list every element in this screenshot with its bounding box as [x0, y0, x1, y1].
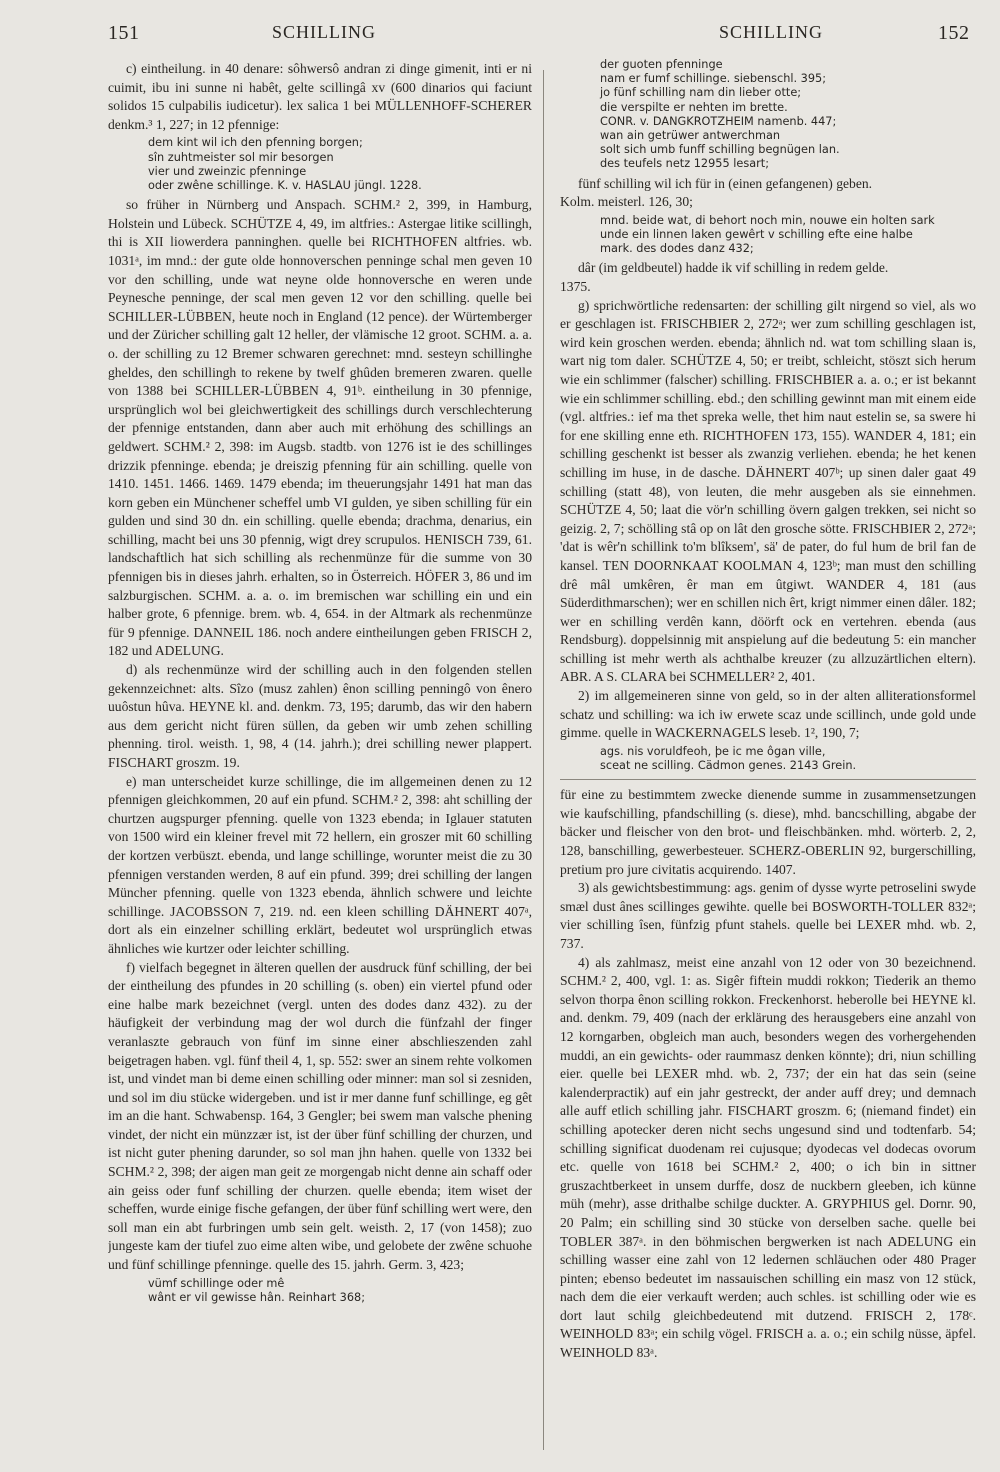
verse-quotation: vümf schillinge oder mê wânt er vil gewisse hân. Reinhart 368;: [148, 1276, 366, 1304]
verse-quotation: mnd. beide wat, di behort noch min, nouwe ein holten sark unde ein linnen laken gewêrt v schilling efte eine halbe mark. des dodes danz 432;: [600, 213, 935, 256]
running-title-right: SCHILLING: [719, 22, 823, 42]
running-title-left: SCHILLING: [272, 22, 376, 42]
verse-quotation: ags. nis voruldfeoh, þe ic me ôgan ville, sceat ne scilling. Cädmon genes. 2143 Grein.: [600, 744, 857, 773]
entry-paragraph: 4) als zahlmasz, meist eine anzahl von 12 oder von 30 bezeichnend. SCHM.² 2, 400, vgl. 1: as. Sigêr fiftein muddi rokkon; Tiederik an themo selvon thorpa ênon scilling rokkon. Freckenhorst. heberolle bei HEYNE kl. and. denkm. 79, 409 (nach der erklärung des herausgebers eine anzahl von 12 korngarben, obgleich man auch, besonders wegen des vorhergehenden muddi, an ein gewichts- oder raummasz denken könnte); dri, niun schilling eier. quelle bei LEXER mhd. wb. 2, 737; der ein hat das sein (seine kalenderpractik) auf ein jahr gestreckt, der ander auff drey; und demnach alle auff etlich schilling jahr. FISCHART groszm. 6; (niemand findet) ein schilling apotecker deren nicht sechs ungesund sind und todtenfarb. 54; schilling significat duodenam rei cujusque; dyodecas vel dodecas ovorum etc. quelle von 1618 bei SCHM.² 2, 400; o ich bin in sittner gruszachtberkeet in unsem durffe, dosz de nuckbern gleeben, ich künne müh (mehr), asse drithalbe schilge duckter. A. GRYPHIUS gel. Dornr. 90, 20 Palm; ein schilling sind 30 stücke von derselben sache. quelle bei TOBLER 387ᵃ. in den böhmischen bergwerken ist nach ADELUNG ein schilling wasser eine zahl von 12 ledernen schläuchen oder 480 Prager pinten; ebenso bedeutet im nassauischen schilling ein masz von 12 stück, nach dem die eier verkauft werden; auch schles. ist schilling oder wie es dort laut schilg gleichbedeutend mit dutzend. FRISCH 2, 178ᶜ. WEINHOLD 83ᵃ; ein schilg vögel. FRISCH a. a. o.; ein schilg nüsse, äpfel. WEINHOLD 83ᵃ.: [560, 954, 976, 1361]
column-divider: [543, 70, 544, 1450]
entry-paragraph: für eine zu bestimmtem zwecke dienende summe in zusammensetzungen wie kaufschilling, pfandschilling (s. diese), mhd. bancschilling, abgabe der bäcker und fleischer von den brot- und fleischbänken. mhd. wörterb. 2, 2, 128, banschilling, gewerbesteuer. SCHERZ-OBERLIN 92, burgerschilling, pretium pro jure civitatis acquirendo. 1407.: [560, 787, 976, 877]
left-column: [108, 60, 532, 1455]
entry-paragraph: 3) als gewichtsbestimmung: ags. genim of dysse wyrte petroselini swyde smæl dust ânes scillinges gewihte. quelle bei BOSWORTH-TOLLER 832ᵃ; vier schilling îsen, fünfzig pfunt stahels. quelle bei LEXER mhd. wb. 2, 737.: [560, 880, 976, 952]
verse-quotation: dem kint wil ich den pfenning borgen; sîn zuhtmeister sol mir besorgen vier und zweinzic pfenninge oder zwêne schillinge. K. v. HASLAU jüngl. 1228.: [148, 136, 422, 192]
page-number-right: 152: [938, 22, 970, 44]
right-column: [560, 56, 976, 1451]
entry-paragraph: dâr (im geldbeutel) hadde ik vif schilling in redem gelde. 1375.: [560, 260, 889, 295]
section-rule: [560, 779, 976, 780]
verse-quotation: der guoten pfenninge nam er fumf schillinge. siebenschl. 395; jo fünf schilling nam din lieber otte; die verspilte er nehten im brette. CONR. v. DANGKROTZHEIM namenb. 447; wan ain getrüwer antwerchman solt sich umb funff schilling begnügen lan. des teufels netz 12955 lesart;: [600, 58, 840, 171]
page-header: [0, 22, 1000, 52]
entry-paragraph: e) man unterscheidet kurze schillinge, die im allgemeinen denen zu 12 pfennigen gleichkommen, 20 auf ein pfund. SCHM.² 2, 398: aht schilling der churtzen augspurger pfenning. quelle von 1323 ebenda; in Iglauer statuten von 1500 wird ein kleiner frevel mit 72 hellern, ein groszer mit 60 schilling der kortzen verbüszt. ebenda, und lange schillinge, worunter meist die zu 30 pfennigen verstanden werden, 8 auf ein pfund. 399; drei schilling der langen Müncher pfenning. quelle von 1323 ebenda, ähnlich schwere und leichte schillinge. JACOBSSON 7, 219. nd. een kleen schilling DÄHNERT 407ᵃ, dort als ein einzelner schilling erklärt, bedeutet wol ursprünglich etwas ähnliches wie kurtzer oder leichter schilling.: [108, 773, 532, 956]
entry-paragraph: c) eintheilung. in 40 denare: sôhwersô andran zi dinge gimenit, inti er ni cuimit, ibu ini sunne ni habêt, gelte scillingâ xv (600 dinarios qui faciunt solidos 15 culpabilis iudicetur). lex salica 1 bei MÜLLENHOFF-SCHERER denkm.³ 1, 227; in 12 pfennige:: [108, 61, 532, 132]
entry-paragraph: 2) im allgemeineren sinne von geld, so in der alten alliterationsformel schatz und schilling: wa ich iw erwete scaz unde scillinch, unde gold unde gimme. quelle in WACKERNAGELS leseb. 1², 190, 7;: [560, 688, 976, 741]
page-number-left: 151: [108, 22, 140, 44]
entry-paragraph: d) als rechenmünze wird der schilling auch in den folgenden stellen gekennzeichnet: alts. Sîzo (musz zahlen) ênon scilling penningô von ênero uuôstun hûva. HEYNE kl. and. denkm. 73, 195; darumb, das wir den habern aus dem gericht nicht füren süllen, da geben wir umb zehen schilling phenning. tirol. weisth. 1, 98, 4 (14. jahrh.); drei schilling newer plappert. FISCHART groszm. 19.: [108, 662, 532, 770]
entry-paragraph: fünf schilling wil ich für in (einen gefangenen) geben. Kolm. meisterl. 126, 30;: [560, 175, 873, 210]
entry-paragraph: f) vielfach begegnet in älteren quellen der ausdruck fünf schilling, der bei der eintheilung des pfundes in 20 schilling (s. oben) ein viertel pfund oder eine halbe mark bezeichnet (vergl. unten des dodes danz 432). zu der häufigkeit der verbindung mag der wol durch die fünfzahl der finger veranlaszte gebrauch von fünf im sinne einer abschlieszenden zahl beigetragen haben. vgl. fünf theil 4, 1, sp. 552: swer an sinem rehte volkomen ist, und vindet man bi deme einen schilling oder minner: man sol si zesniden, und sol im diu stücke widergeben. und ist ir mer danne funf schillinge, eg gêt im an die hant. Schwabensp. 164, 3 Gengler; bei swem man valsche phening vindet, der nicht ein münzzær ist, ist der über fünf schilling der churzen, und ist nicht guter phening darunder, so sol man jhn hahen. quelle von 1332 bei SCHM.² 2, 398; der aigen man geit ze morgengab nicht denne ain schaff oder ain geiss oder funf schilling der churzen. quelle ebenda; item wiset der scheffen, wurde einige fische gefangen, der über fünf schilling wert were, den soll man ein abt furbringen umb sein gelt. weisth. 2, 17 (von 1458); zuo jungeste kam der tiufel zuo eime alten wibe, und gelobete der zwêne schuohe und fünf schillinge pfenninge. quelle des 15. jahrh. Germ. 3, 423;: [108, 959, 532, 1273]
entry-paragraph: g) sprichwörtliche redensarten: der schilling gilt nirgend so viel, als wo er geschlagen ist. FRISCHBIER 2, 272ᵃ; wer zum schilling geschlagen ist, wird kein groschen werden. ebenda; ähnlich nd. wat tom schilling slaan is, wart nig tom daler. SCHÜTZE 4, 50; er treibt, schleicht, stöszt sich herum wie ein schlimmer (falscher) schilling. FRISCHBIER a. a. o.; er ist bekannt wie ein schlimmer schilling. ebd.; den schilling gewinnt man mit einem eide (vgl. altfries.: ief ma thet spreka welle, thet him naut estelin se, sa swere hi for ene skilling enne eth. RICHTHOFEN 173, 155). WANDER 4, 181; ein schilling geschenkt ist besser als zwanzig verliehen. ebenda; he het kenen schilling im huse, in de dasche. DÄHNERT 407ᵇ; up sinen daler gaat 49 schilling (statt 48), von leuten, die mehr ausgeben als sie einnehmen. SCHÜTZE 4, 50; laat die vör'n schilling övern galgen trekken, sei nicht so geizig. 2, 7; schölling stâ op on lât den grosche sötte. FRISCHBIER 2, 272ᵃ; 'dat is wêr'n schillink to'm blîksem', sä' de pater, do ful hum de bril fan de kansel. TEN DOORNKAAT KOOLMAN 4, 123ᵇ; man must den schilling drê mâl umkêren, êr man em ûtgiwt. WANDER 4, 181 (aus Süderdithmarschen); wer en schillen nich êrt, krigt nimmer einen dâler. 182; wer en schilling verdên kann, döörft ock en vertehren. ebenda (aus Rendsburg). doppelsinnig mit anspielung auf die bedeutung 5: ein mancher schilling ist mehr werth als achthalbe kreuzer (zu allzuzärtlichen eltern). ABR. A S. CLARA bei SCHMELLER² 2, 401.: [560, 297, 976, 685]
entry-paragraph: so früher in Nürnberg und Anspach. SCHM.² 2, 399, in Hamburg, Holstein und Lübeck. SCHÜTZE 4, 49, im altfries.: Astergae litike scillingh, thi is XII liowerdera panninghen. quelle bei RICHTHOFEN altfries. wb. 1031ᵃ, im mnd.: der gute olde honnoverschen penninge schal men geven 10 vor den schilling, unde wat neyne olde honnoversche en weren unde Peynesche penninge, der scal men geven 12 vor den schilling. quelle bei SCHILLER-LÜBBEN, heute noch in England (12 pence). der Würtemberger und der Züricher schilling galt 12 heller, der vlämische 12 groot. SCHM. a. a. o. der schilling zu 12 Bremer schwaren gerechnet: mnd. sesteyn schillinghe gheldes, den schillingh to rekene by twelf ghûden bremeren zwaren. quelle von 1388 bei SCHILLER-LÜBBEN 4, 91ᵇ. eintheilung in 30 pfennige, ursprünglich wol bei gleichwertigkeit des schillings durch verschlechterung der pfennige entstanden, dann aber auch mit erhöhung des schillings an geldwert. SCHM.² 2, 398: im Augsb. stadtb. von 1276 ist ie des schillinges drizzik pfenninge. ebenda; je dreiszig pfenning für ain schilling. quelle von 1410. 1451. 1466. 1469. 1479 ebenda; im theuerungsjahr 1491 hat man das korn geben ein Münchener scheffel umb VI gulden, ye siben schilling für ein gulden und sind 30 dn. ein schilling. quelle ebenda; drachma, denarius, ein schilling, macht bei uns 30 pfennig, wigt drey scrupulos. HENISCH 739, 61. landschaftlich hat sich schilling als rechenmünze für die summe von 30 pfennigen bis in dieses jahrh. erhalten, so in Österreich. HÖFER 3, 86 und im salzburgischen. SCHM. a. a. o. im bremischen war schilling ein und ein halber grote, 6 pfennige. brem. wb. 4, 654. in der Altmark als rechenmünze für 9 pfennige. DANNEIL 186. noch andere eintheilungen geben FRISCH 2, 182 und ADELUNG.: [108, 197, 532, 659]
